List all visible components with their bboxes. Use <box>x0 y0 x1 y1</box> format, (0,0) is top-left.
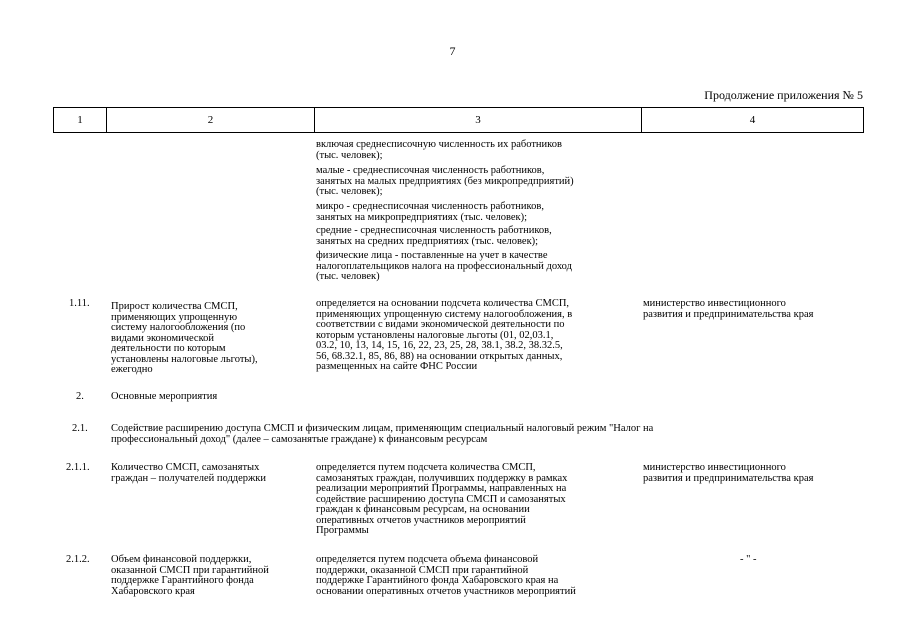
method-1-11: определяется на основании подсчета количества СМСП, применяющих упрощенную систему налогообложения, в соответствии с видами экономической деятельности по которым установлены налоговые льготы (01, 02,03.1, 03.2, 10, 13, 14, 15, 16, 22, 23, 25, 28, 38.1, 38.2, 38.32.5, 56, 68.32.1, 85, 86, 88) на основании открытых данных, размещенных на сайте ФНС России <box>316 298 573 372</box>
method-intro-1: включая среднесписочную численность их работников (тыс. человек); <box>316 139 562 161</box>
row-number-2-1: 2.1. <box>72 423 88 434</box>
section-title-2-1: Содействие расширению доступа СМСП и физическим лицам, применяющим специальный налоговый режим "Налог на профессиональный доход" (далее – самозанятые граждане) к финансовым ресурсам <box>111 423 654 445</box>
method-intro-4: средние - среднесписочная численность работников, занятых на средних предприятиях (тыс. человек); <box>316 225 552 247</box>
responsible-2-1-1: министерство инвестиционного развития и предпринимательства края <box>643 462 814 484</box>
responsible-1-11: министерство инвестиционного развития и предпринимательства края <box>643 298 814 320</box>
column-header-1: 1 <box>54 108 107 133</box>
row-number-2: 2. <box>76 391 84 402</box>
row-number-2-1-1: 2.1.1. <box>66 462 90 473</box>
indicator-name-2-1-1: Количество СМСП, самозанятых граждан – получателей поддержки <box>111 462 267 484</box>
section-title-2: Основные мероприятия <box>111 391 218 402</box>
method-intro-3: микро - среднесписочная численность работников, занятых на микропредприятиях (тыс. человек); <box>316 201 544 223</box>
column-header-3: 3 <box>315 108 642 133</box>
method-intro-5: физические лица - поставленные на учет в качестве налогоплательщиков налога на профессиональный доход (тыс. человек) <box>316 250 572 282</box>
row-number-1-11: 1.11. <box>69 298 90 309</box>
column-header-2: 2 <box>107 108 315 133</box>
method-2-1-1: определяется путем подсчета количества СМСП, самозанятых граждан, получивших поддержку в рамках реализации мероприятий Программы, направленных на содействие расширению доступа СМСП и самозанятых граждан к финансовым ресурсам, на основании оперативных отчетов участников мероприятий Программы <box>316 462 568 536</box>
row-number-2-1-2: 2.1.2. <box>66 554 90 565</box>
method-intro-2: малые - среднесписочная численность работников, занятых на малых предприятиях (без микропредприятий) (тыс. человек); <box>316 165 574 197</box>
responsible-2-1-2: - " - <box>740 554 757 565</box>
page-number: 7 <box>449 44 456 58</box>
column-header-table <box>53 107 864 133</box>
indicator-name-2-1-2: Объем финансовой поддержки, оказанной СМСП при гарантийной поддержке Гарантийного фонда Хабаровского края <box>111 554 269 597</box>
column-header-4: 4 <box>642 108 864 133</box>
appendix-continuation: Продолжение приложения № 5 <box>704 88 863 102</box>
method-2-1-2: определяется путем подсчета объема финансовой поддержки, оказанной СМСП при гарантийной поддержке Гарантийного фонда Хабаровского края на основании оперативных отчетов участников мероприятий <box>316 554 576 597</box>
indicator-name-1-11: Прирост количества СМСП, применяющих упрощенную систему налогообложения (по видами экономической деятельности по которым установлены налоговые льготы), ежегодно <box>111 301 258 375</box>
